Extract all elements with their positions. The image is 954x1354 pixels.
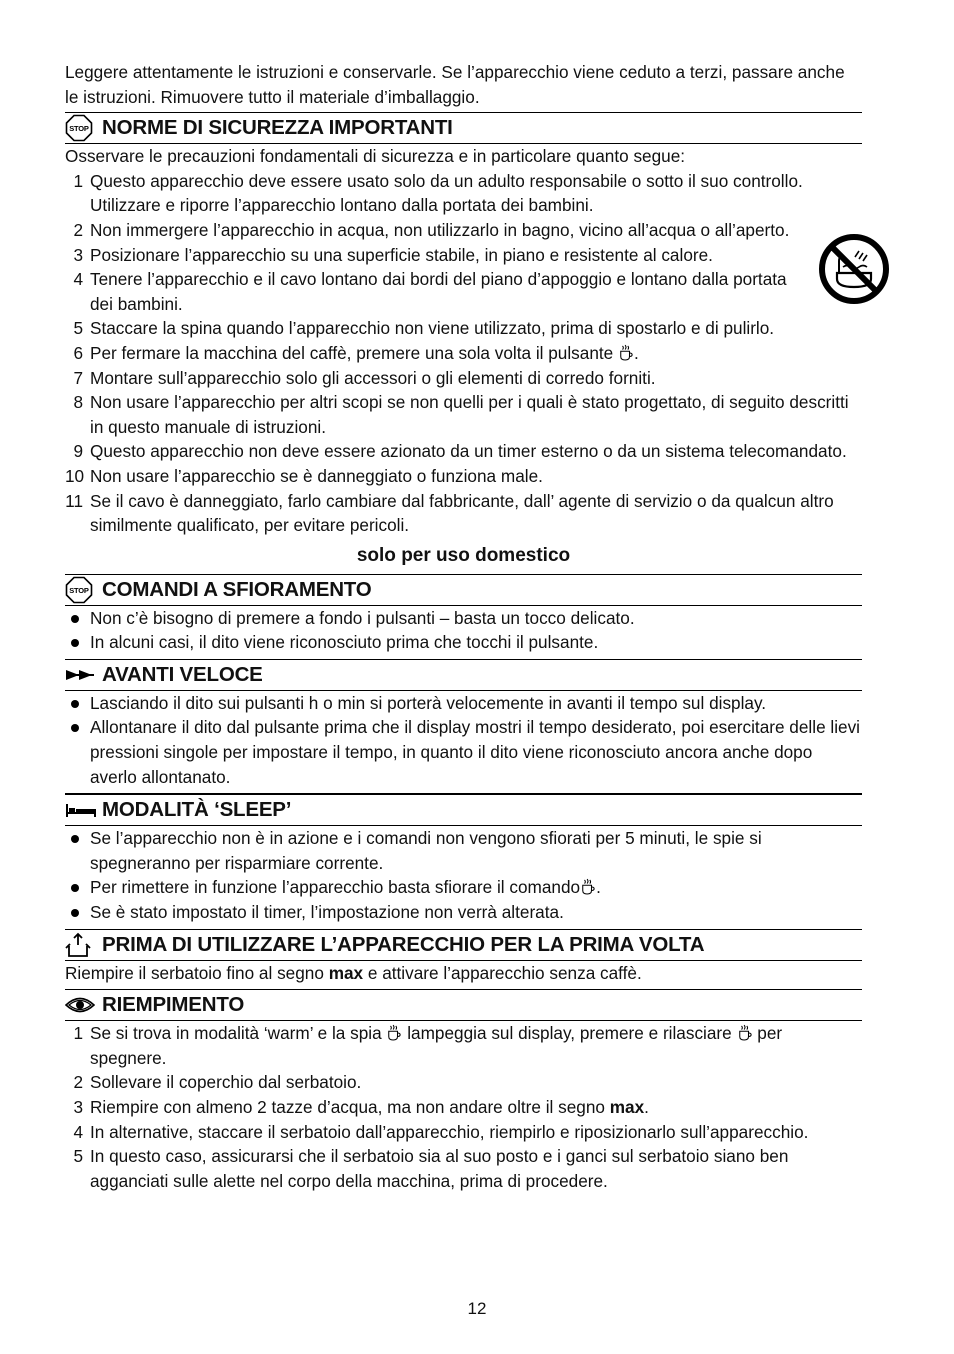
page-number: 12 xyxy=(467,1299,487,1318)
no-bathroom-icon xyxy=(817,233,891,305)
warm-icon xyxy=(581,878,595,896)
forward-list xyxy=(65,691,862,789)
list-item: 2 Non immergere l’apparecchio in acqua, non utilizzarlo in bagno, vicino all’acqua o all’aperto. xyxy=(73,219,790,240)
stop-icon xyxy=(65,115,97,141)
fast-forward-icon xyxy=(65,662,97,688)
forward-heading xyxy=(65,659,862,691)
filling-list xyxy=(65,1021,862,1193)
list-item: 6 Per fermare la macchina del caffè, premere una sola volta il pulsante . xyxy=(73,342,639,363)
manual-page xyxy=(65,60,862,1193)
warm-icon xyxy=(387,1024,401,1042)
touch-heading xyxy=(65,574,862,606)
list-item: 1 Questo apparecchio deve essere usato solo da un adulto responsabile o sotto il suo controllo. Utilizzare e riporre l’apparecchio lontano dalla portata dei bambini. xyxy=(73,170,803,216)
warm-icon xyxy=(738,1024,752,1042)
sleep-heading xyxy=(65,793,862,826)
eye-icon xyxy=(65,992,97,1018)
forward-title: AVANTI VELOCE xyxy=(102,662,263,686)
list-item: 1 Se si trova in modalità ‘warm’ e la spia lampeggia sul display, premere e rilasciare per spegnere. xyxy=(73,1023,783,1068)
safety-heading xyxy=(65,112,862,144)
first-use-heading xyxy=(65,929,862,961)
list-item: 3 Riempire con almeno 2 tazze d’acqua, ma non andare oltre il segno max. xyxy=(73,1097,649,1117)
list-item: 3 Posizionare l’apparecchio su una superficie stabile, in piano e resistente al calore. xyxy=(73,244,713,265)
stop-icon xyxy=(65,577,97,603)
list-item: Non c’è bisogno di premere a fondo i pulsanti – basta un tocco delicato. xyxy=(65,606,862,631)
unpack-icon xyxy=(65,932,97,958)
list-item: 5 Staccare la spina quando l’apparecchio non viene utilizzato, prima di spostarlo e di pulirlo. xyxy=(73,318,775,339)
bed-icon xyxy=(65,797,97,823)
list-item: 5 In questo caso, assicurarsi che il serbatoio sia al suo posto e i ganci sul serbatoio siano ben agganciati sulle alette nel corpo della macchina, prima di procedere. xyxy=(73,1146,789,1191)
list-item: 10 Non usare l’apparecchio se è danneggiato o funziona male. xyxy=(65,465,543,486)
warm-icon xyxy=(619,344,633,362)
touch-list xyxy=(65,606,862,655)
list-item: Lasciando il dito sui pulsanti h o min si porterà velocemente in avanti il tempo sul display. xyxy=(65,691,862,716)
list-item: 8 Non usare l’apparecchio per altri scopi se non quelli per i quali è stato progettato, di seguito descritti in questo manuale di istruzioni. xyxy=(73,392,849,437)
safety-title: NORME DI SICUREZZA IMPORTANTI xyxy=(102,116,453,140)
list-item: 7 Montare sull’apparecchio solo gli accessori o gli elementi di corredo forniti. xyxy=(73,367,656,388)
filling-title: RIEMPIMENTO xyxy=(102,993,245,1017)
sleep-title: MODALITÀ ‘SLEEP’ xyxy=(102,798,292,822)
first-use-title: PRIMA DI UTILIZZARE L’APPARECCHIO PER LA PRIMA VOLTA xyxy=(102,932,705,956)
list-item: 9 Questo apparecchio non deve essere azionato da un timer esterno o da un sistema telecomandato. xyxy=(73,441,847,462)
intro-text: Leggere attentamente le istruzioni e conservarle. Se l’apparecchio viene ceduto a terzi, passare anche le istruzioni. Rimuovere tutto il materiale d’imballaggio. xyxy=(65,62,845,107)
list-item: Allontanare il dito dal pulsante prima che il display mostri il tempo desiderato, poi esercitare delle lievi pressioni singole per impostare il tempo, in quanto il dito viene riconosciuto ancora anche dopo averlo allontanato. xyxy=(65,715,862,789)
list-item: 4 Tenere l’apparecchio e il cavo lontano dai bordi del piano d’appoggio e lontano dalla portata dei bambini. xyxy=(73,269,787,314)
safety-lead: Osservare le precauzioni fondamentali di sicurezza e in particolare quanto segue: xyxy=(65,146,686,167)
touch-title: COMANDI A SFIORAMENTO xyxy=(102,577,372,601)
domestic-use-note: solo per uso domestico xyxy=(356,544,571,566)
list-item: 11 Se il cavo è danneggiato, farlo cambiare dal fabbricante, dall’ agente di servizio o da qualcun altro similmente qualificato, per evitare pericoli. xyxy=(65,490,834,536)
list-item: Per rimettere in funzione l’apparecchio basta sfiorare il comando . xyxy=(65,875,862,900)
list-item: Se l’apparecchio non è in azione e i comandi non vengono sfiorati per 5 minuti, le spie si spegneranno per risparmiare corrente. xyxy=(65,826,862,875)
list-item: 4 In alternative, staccare il serbatoio dall’apparecchio, riempirlo e riposizionarlo sull’apparecchio. xyxy=(73,1121,809,1142)
first-use-text: Riempire il serbatoio fino al segno max e attivare l’apparecchio senza caffè. xyxy=(65,962,642,983)
sleep-list xyxy=(65,826,862,924)
safety-list xyxy=(65,169,862,538)
list-item: 2 Sollevare il coperchio dal serbatoio. xyxy=(73,1072,362,1093)
list-item: In alcuni casi, il dito viene riconosciuto prima che tocchi il pulsante. xyxy=(65,630,862,655)
filling-heading xyxy=(65,989,862,1021)
list-item: Se è stato impostato il timer, l’impostazione non verrà alterata. xyxy=(65,900,862,925)
